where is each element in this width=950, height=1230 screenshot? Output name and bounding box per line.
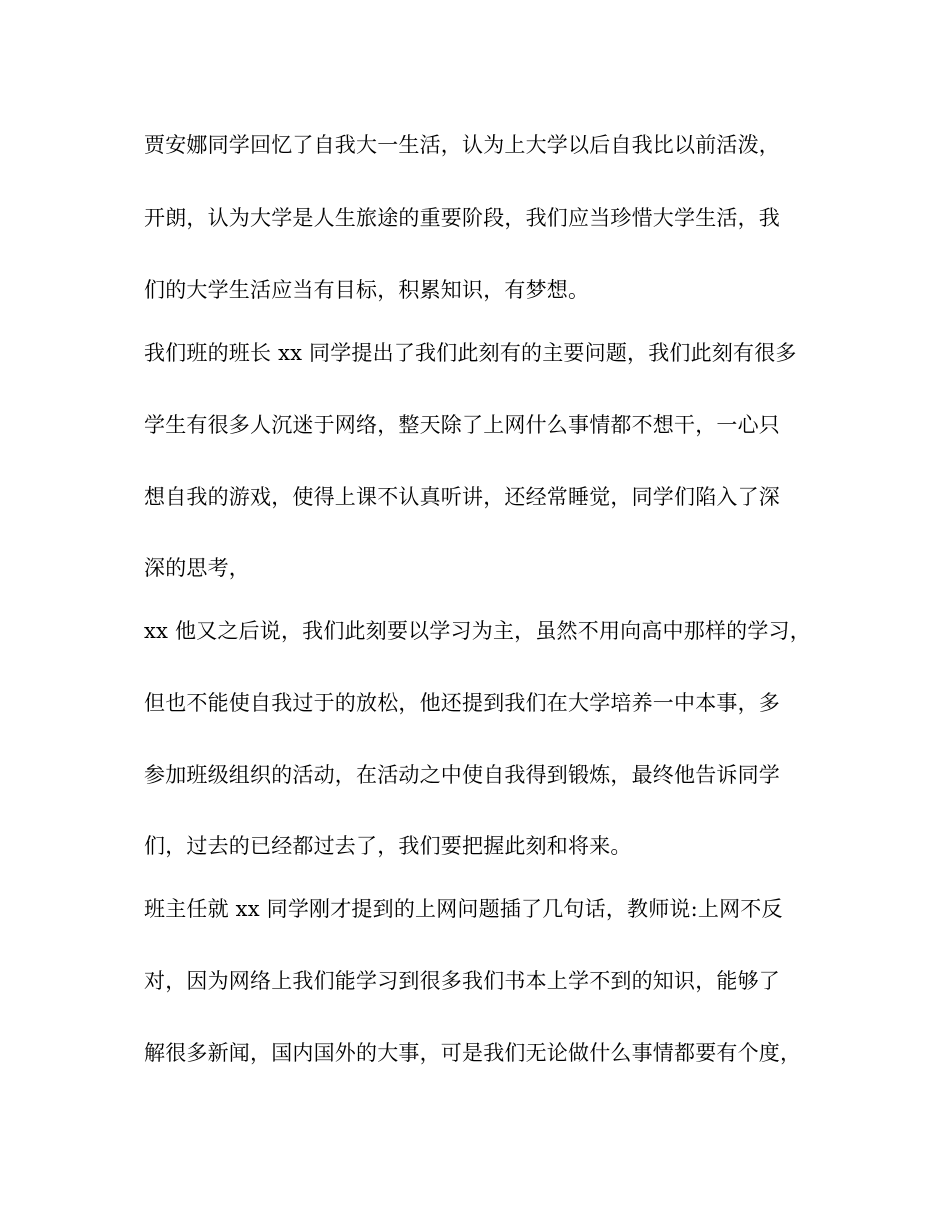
text-line: 们，过去的已经都过去了，我们要把握此刻和将来。	[144, 834, 632, 858]
text-line: xx 他又之后说，我们此刻要以学习为主，虽然不用向高中那样的学习，	[144, 619, 811, 643]
text-line: 我们班的班长 xx 同学提出了我们此刻有的主要问题，我们此刻有很多	[144, 341, 797, 365]
text-line: 解很多新闻，国内国外的大事，可是我们无论做什么事情都要有个度，	[144, 1041, 802, 1065]
text-line: 参加班级组织的活动，在活动之中使自我得到锻炼，最终他告诉同学	[144, 763, 780, 787]
text-line: 对，因为网络上我们能学习到很多我们书本上学不到的知识，能够了	[144, 969, 780, 993]
text-line: 们的大学生活应当有目标，积累知识，有梦想。	[144, 278, 590, 302]
text-line: 贾安娜同学回忆了自我大一生活，认为上大学以后自我比以前活泼，	[144, 133, 780, 157]
text-line: 班主任就 xx 同学刚才提到的上网问题插了几句话，教师说:上网不反	[144, 897, 783, 921]
text-line: 开朗，认为大学是人生旅途的重要阶段，我们应当珍惜大学生活，我	[144, 206, 780, 230]
text-line: 学生有很多人沉迷于网络，整天除了上网什么事情都不想干，一心只	[144, 413, 780, 437]
text-line: 深的思考，	[144, 556, 250, 580]
text-line: 想自我的游戏，使得上课不认真听讲，还经常睡觉，同学们陷入了深	[144, 485, 780, 509]
text-line: 但也不能使自我过于的放松，他还提到我们在大学培养一中本事，多	[144, 691, 780, 715]
